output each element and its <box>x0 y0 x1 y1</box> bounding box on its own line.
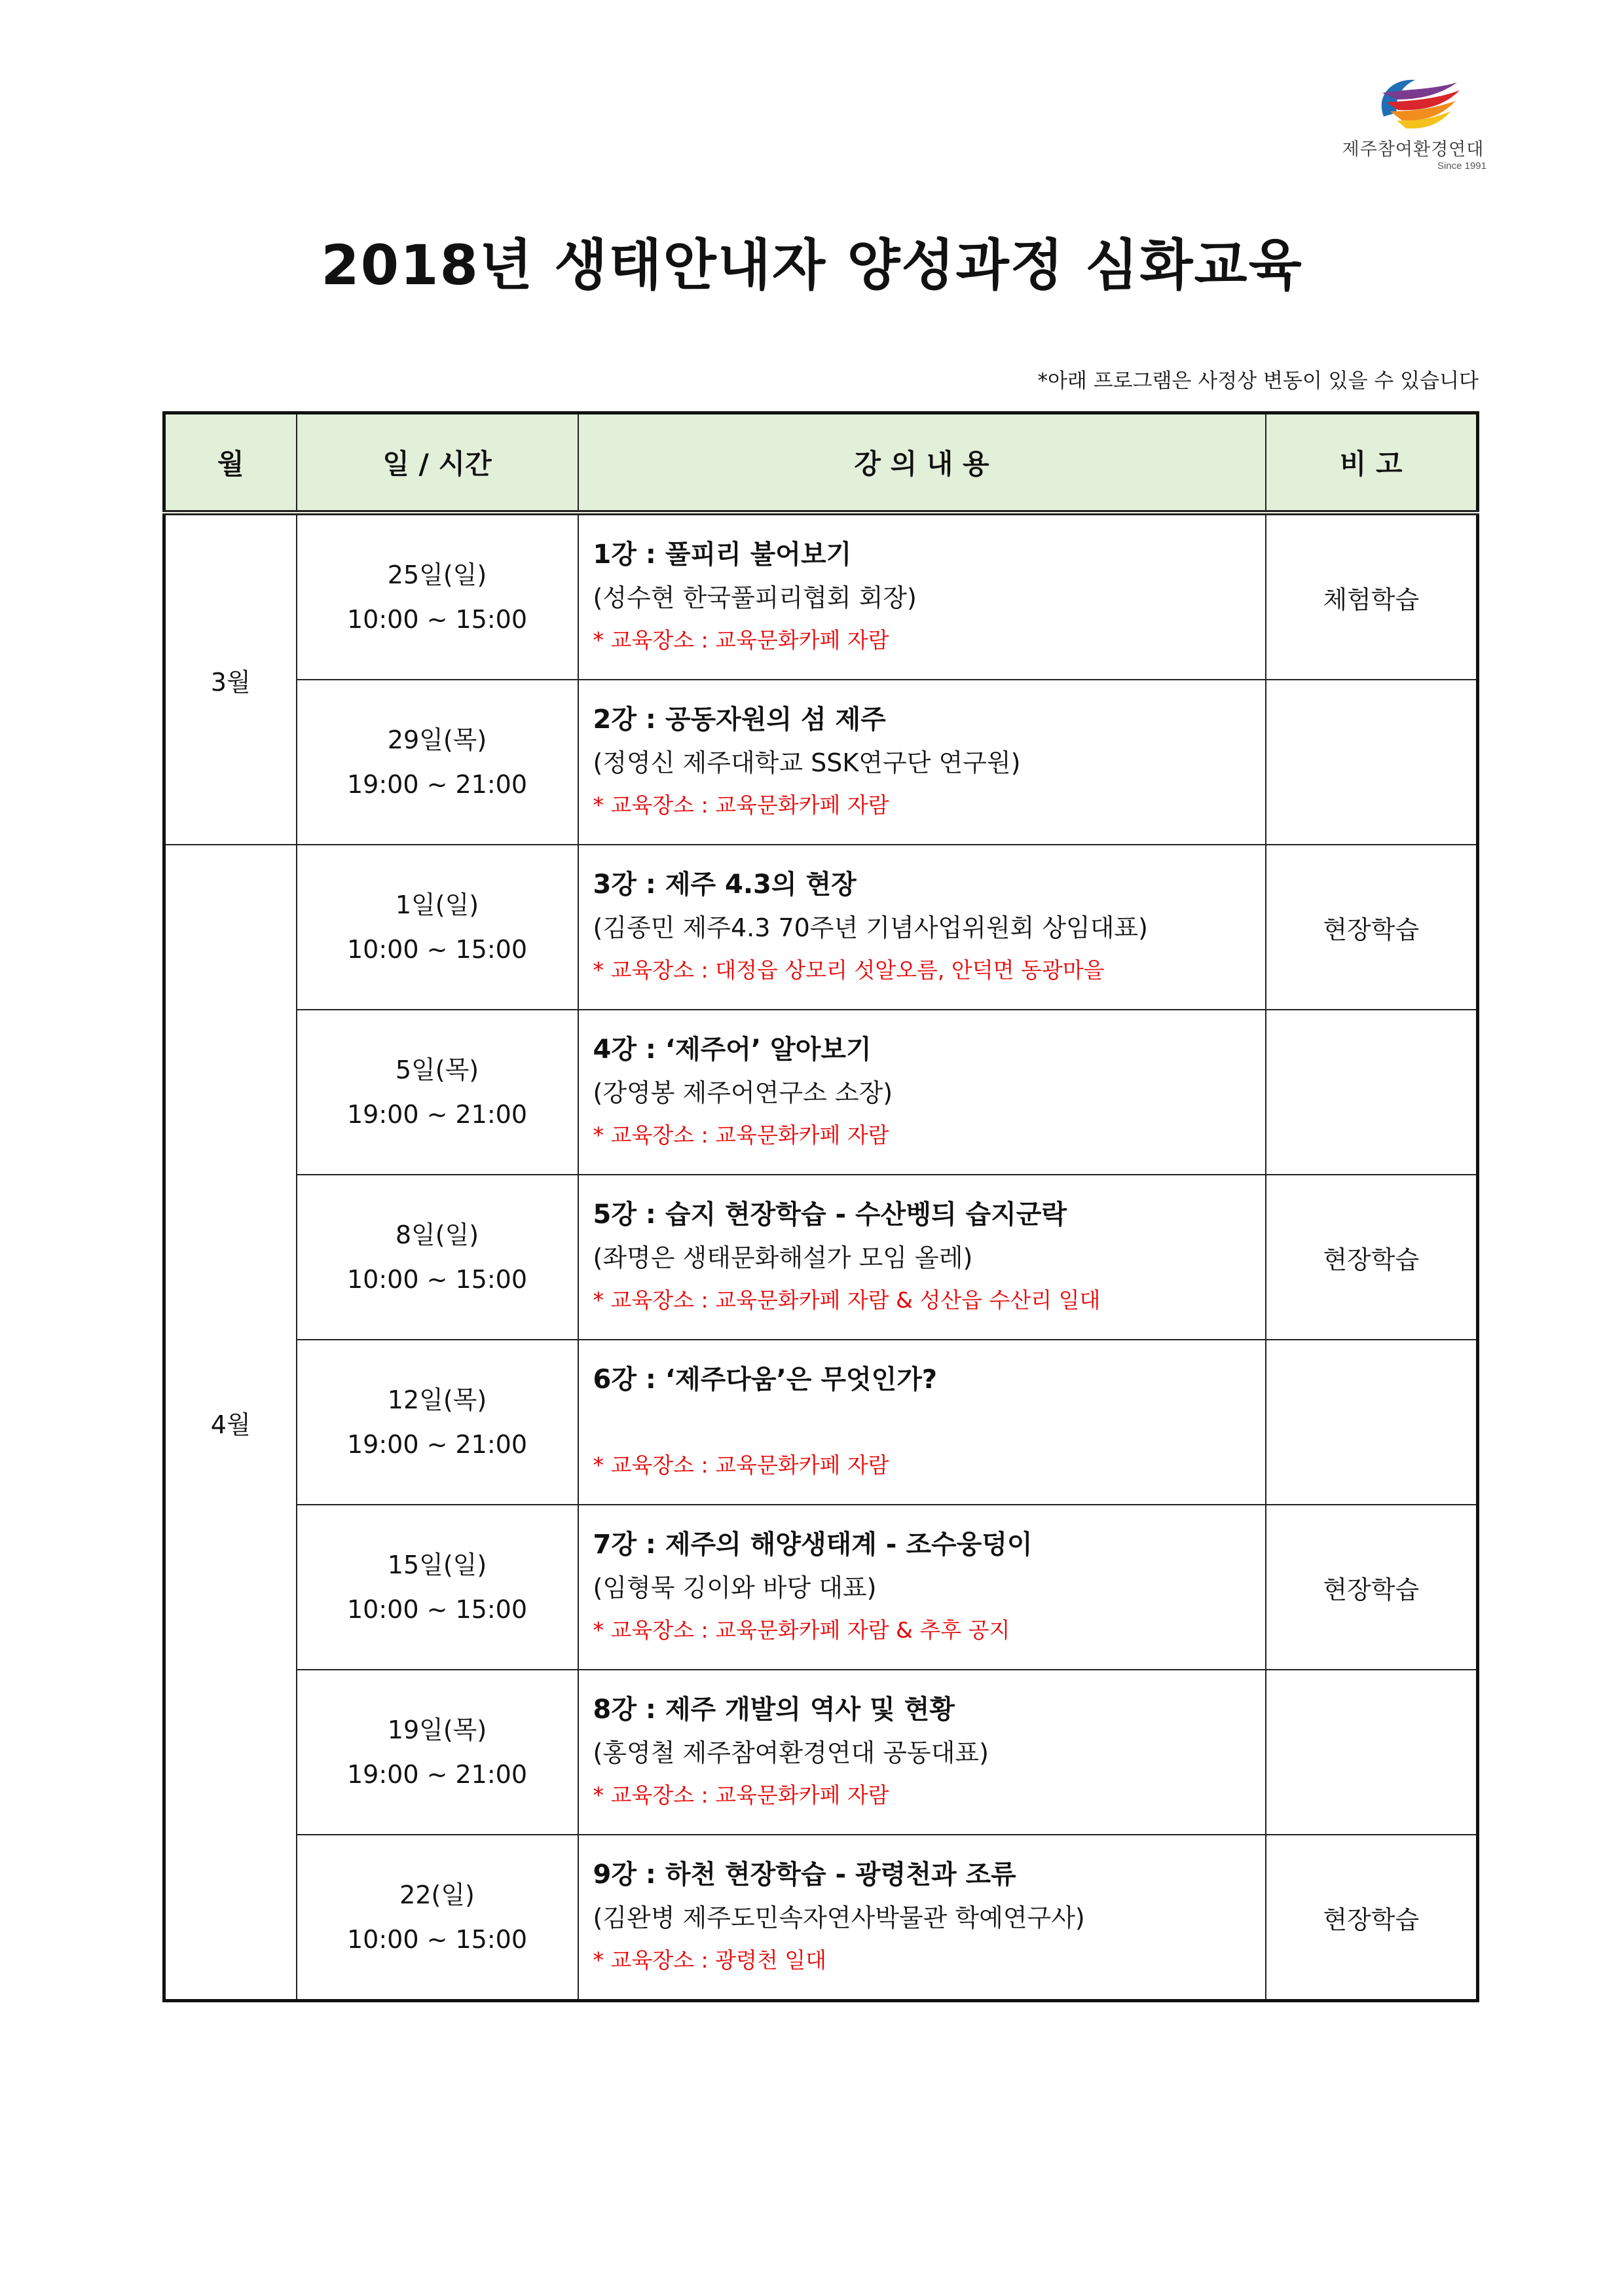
remarks-cell: 현장학습 <box>1266 1175 1478 1340</box>
header-remarks: 비 고 <box>1266 413 1478 513</box>
lecture-title: 5강 : 습지 현장학습 - 수산벵듸 습지군락 <box>593 1200 1067 1230</box>
lecture-title: 4강 : ‘제주어’ 알아보기 <box>593 1035 872 1065</box>
venue: * 교육장소 : 교육문화카페 자람 & 추후 공지 <box>593 1617 1010 1643</box>
content-cell <box>578 845 1266 1010</box>
date-cell <box>297 513 578 680</box>
time: 19:00 ~ 21:00 <box>346 770 528 799</box>
header-month: 월 <box>164 413 297 513</box>
content-cell <box>578 1340 1266 1505</box>
date: 22(일) <box>399 1881 475 1909</box>
table-row <box>164 845 1478 1010</box>
lecture-title: 3강 : 제주 4.3의 현장 <box>593 870 857 900</box>
content-cell <box>578 1835 1266 2001</box>
remarks-cell: 현장학습 <box>1266 1505 1478 1670</box>
date-cell <box>297 1835 578 2001</box>
schedule-table <box>162 411 1479 2002</box>
time: 10:00 ~ 15:00 <box>346 1595 528 1624</box>
date: 15일(일) <box>387 1551 487 1579</box>
date-cell <box>297 1340 578 1505</box>
lecture-title: 7강 : 제주의 해양생태계 - 조수웅덩이 <box>593 1530 1033 1560</box>
content-cell <box>578 680 1266 845</box>
venue: * 교육장소 : 교육문화카페 자람 <box>593 1452 889 1478</box>
lecturer: (김종민 제주4.3 70주년 기념사업위원회 상임대표) <box>593 913 1148 942</box>
month-cell: 4월 <box>164 845 297 2001</box>
table-row <box>164 1175 1478 1340</box>
lecturer: (임형묵 깅이와 바당 대표) <box>593 1573 877 1602</box>
table-row <box>164 513 1478 680</box>
lecturer: (홍영철 제주참여환경연대 공동대표) <box>593 1738 989 1767</box>
content-cell <box>578 513 1266 680</box>
venue: * 교육장소 : 교육문화카페 자람 & 성산읍 수산리 일대 <box>593 1287 1101 1313</box>
remarks-cell <box>1266 1340 1478 1505</box>
table-row <box>164 1010 1478 1175</box>
venue: * 교육장소 : 교육문화카페 자람 <box>593 1122 889 1148</box>
date: 1일(일) <box>395 890 479 919</box>
remarks-cell: 현장학습 <box>1266 1835 1478 2001</box>
venue: * 교육장소 : 대정읍 상모리 섯알오름, 안덕면 동광마을 <box>593 957 1105 983</box>
time: 10:00 ~ 15:00 <box>346 1925 528 1954</box>
venue: * 교육장소 : 광령천 일대 <box>593 1947 826 1973</box>
content-cell <box>578 1175 1266 1340</box>
time: 19:00 ~ 21:00 <box>346 1430 528 1459</box>
date-cell <box>297 1175 578 1340</box>
table-row <box>164 1340 1478 1505</box>
table-header-row <box>164 413 1478 513</box>
time: 10:00 ~ 15:00 <box>346 1265 528 1294</box>
table-row <box>164 680 1478 845</box>
header-date-time: 일 / 시간 <box>297 413 578 513</box>
time: 10:00 ~ 15:00 <box>346 605 528 634</box>
remarks-cell <box>1266 1670 1478 1835</box>
lecture-title: 1강 : 풀피리 불어보기 <box>593 540 852 570</box>
remarks-cell: 현장학습 <box>1266 845 1478 1010</box>
date: 5일(목) <box>395 1056 479 1084</box>
header-content: 강 의 내 용 <box>578 413 1266 513</box>
remarks-cell: 체험학습 <box>1266 513 1478 680</box>
content-cell <box>578 1010 1266 1175</box>
venue: * 교육장소 : 교육문화카페 자람 <box>593 627 889 653</box>
organization-logo <box>1335 71 1492 195</box>
date-cell <box>297 680 578 845</box>
table-row <box>164 1835 1478 2001</box>
date-cell <box>297 1670 578 1835</box>
lecturer: (성수현 한국풀피리협회 회장) <box>593 583 917 612</box>
time: 19:00 ~ 21:00 <box>346 1760 528 1789</box>
lecture-title: 9강 : 하천 현장학습 - 광령천과 조류 <box>593 1860 1016 1890</box>
lecturer <box>593 1401 1264 1444</box>
table-row <box>164 1670 1478 1835</box>
lecturer: (좌명은 생태문화해설가 모임 올레) <box>593 1243 973 1272</box>
remarks-cell <box>1266 680 1478 845</box>
logo-emblem-icon <box>1364 71 1462 134</box>
time: 19:00 ~ 21:00 <box>346 1100 528 1129</box>
content-cell <box>578 1505 1266 1670</box>
venue: * 교육장소 : 교육문화카페 자람 <box>593 792 889 818</box>
document-title: 2018년 생태안내자 양성과정 심화교육 <box>321 233 1303 297</box>
date-cell <box>297 845 578 1010</box>
table-row <box>164 1505 1478 1670</box>
venue: * 교육장소 : 교육문화카페 자람 <box>593 1782 889 1808</box>
lecture-title: 2강 : 공동자원의 섬 제주 <box>593 705 886 735</box>
date: 19일(목) <box>387 1716 487 1744</box>
lecture-title: 6강 : ‘제주다움’은 무엇인가? <box>593 1365 938 1395</box>
lecturer: (김완병 제주도민속자연사박물관 학예연구사) <box>593 1903 1085 1932</box>
lecturer: (강영봉 제주어연구소 소장) <box>593 1078 893 1107</box>
remarks-cell <box>1266 1010 1478 1175</box>
date: 8일(일) <box>395 1221 479 1249</box>
month-cell: 3월 <box>164 513 297 845</box>
logo-org-name: 제주참여환경연대 <box>1342 139 1485 160</box>
lecturer: (정영신 제주대학교 SSK연구단 연구원) <box>593 748 1021 777</box>
schedule-change-note: *아래 프로그램은 사정상 변동이 있을 수 있습니다 <box>1037 369 1479 393</box>
date-cell <box>297 1505 578 1670</box>
logo-since: Since 1991 <box>1437 160 1486 172</box>
date-cell <box>297 1010 578 1175</box>
date: 12일(목) <box>387 1386 487 1414</box>
lecture-title: 8강 : 제주 개발의 역사 및 현황 <box>593 1695 955 1725</box>
date: 25일(일) <box>387 560 487 589</box>
time: 10:00 ~ 15:00 <box>346 935 528 964</box>
date: 29일(목) <box>387 725 487 754</box>
content-cell <box>578 1670 1266 1835</box>
